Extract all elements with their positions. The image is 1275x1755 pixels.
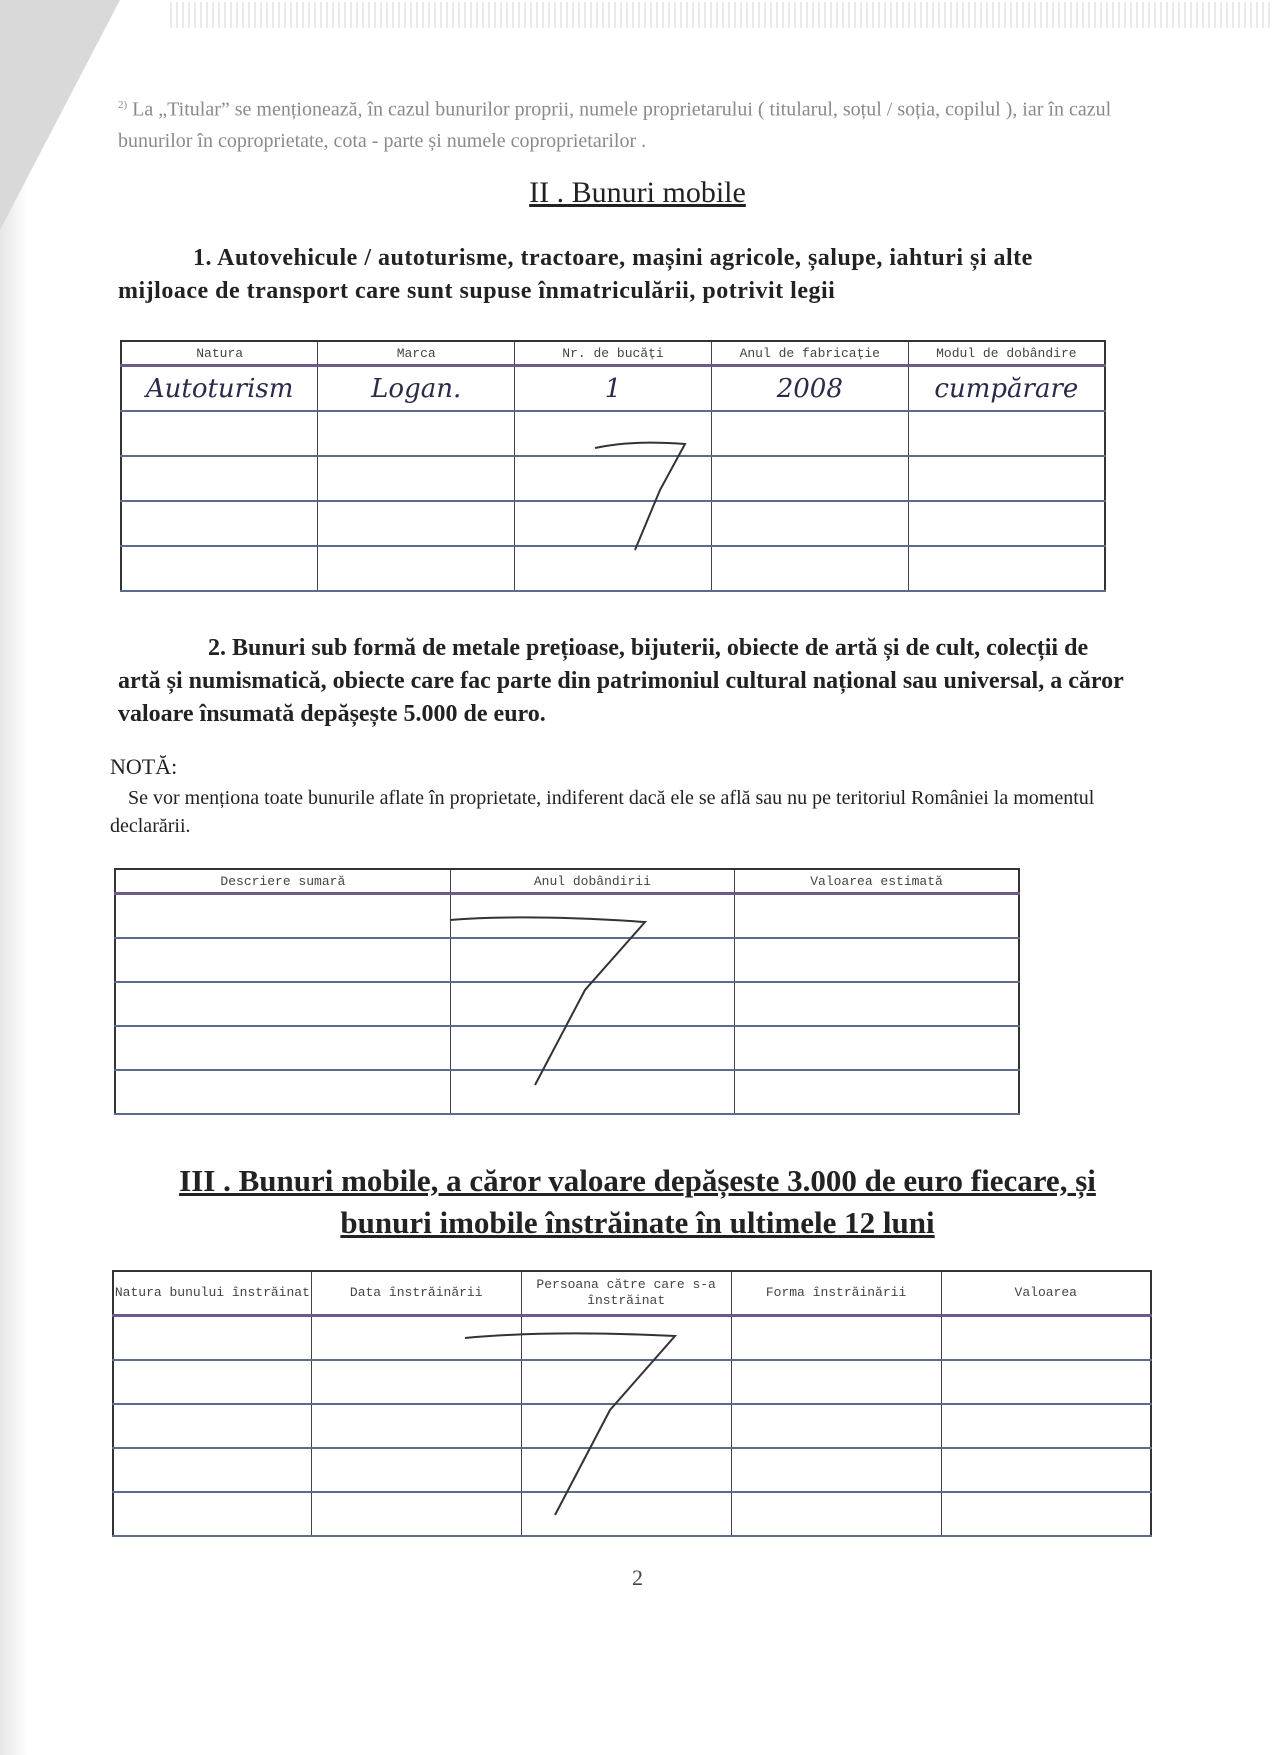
- col-anul-dobandirii: Anul dobândirii: [450, 869, 734, 894]
- table-header-row: [113, 1271, 1151, 1316]
- item-1-heading: 1. Autovehicule / autoturisme, tractoare, mașini agricole, șalupe, iahturi și alte mijloace de transport care sunt supuse înmatriculării, potrivit legii: [118, 245, 1033, 304]
- cell-anul: 2008: [711, 366, 908, 412]
- footnote-text: La „Titular” se menționează, în cazul bunurilor proprii, numele proprietarului ( titularul, soțul / soția, copilul ), iar în cazul bunurilor în coproprietate, cota - parte și numele coproprietarilor .: [118, 98, 1112, 152]
- table-row: [121, 501, 1105, 546]
- table-row: [115, 938, 1019, 982]
- cell-nr-bucati: 1: [515, 366, 712, 412]
- table-row: [113, 1360, 1151, 1404]
- col-marca: Marca: [318, 341, 515, 366]
- scan-edge: [0, 0, 28, 1755]
- footnote: [118, 90, 1118, 157]
- item-2-heading: 2. Bunuri sub formă de metale prețioase, bijuterii, obiecte de artă și de cult, colecții de artă și numismatică, obiecte care fac parte din patrimoniul cultural național sau universal, a căror valoare însumată depășește 5.000 de euro.: [118, 635, 1124, 727]
- table-row: [121, 411, 1105, 456]
- col-natura-bunului: Natura bunului înstrăinat: [113, 1271, 311, 1316]
- section-3-title: III . Bunuri mobile, a căror valoare depășeste 3.000 de euro fiecare, și bunuri imobile înstrăinate în ultimele 12 luni: [179, 1163, 1096, 1240]
- table-row: [113, 1448, 1151, 1492]
- table-row: [115, 1070, 1019, 1114]
- table-header-row: [121, 341, 1105, 366]
- table-row: [113, 1404, 1151, 1448]
- col-data-instrainarii: Data înstrăinării: [311, 1271, 521, 1316]
- cell-natura: Autoturism: [121, 366, 318, 412]
- col-valoarea-estimata: Valoarea estimată: [735, 869, 1019, 894]
- nota-text: Se vor menționa toate bunurile aflate în proprietate, indiferent dacă ele se află sau nu pe teritoriul României la momentul declarării.: [110, 787, 1095, 837]
- table-row: [113, 1316, 1151, 1361]
- scan-noise: [170, 2, 1270, 28]
- col-anul-fabricatie: Anul de fabricație: [711, 341, 908, 366]
- table-row: [121, 456, 1105, 501]
- col-descriere: Descriere sumară: [115, 869, 450, 894]
- col-persoana: Persoana către care s-a înstrăinat: [521, 1271, 731, 1316]
- cell-marca: Logan.: [318, 366, 515, 412]
- col-nr-bucati: Nr. de bucăți: [515, 341, 712, 366]
- table-row: [121, 366, 1105, 412]
- table-row: [121, 546, 1105, 591]
- col-valoarea: Valoarea: [941, 1271, 1151, 1316]
- col-natura: Natura: [121, 341, 318, 366]
- vehicles-table: [120, 340, 1106, 592]
- nota-label: NOTĂ:: [110, 754, 178, 779]
- table-row: [115, 982, 1019, 1026]
- footnote-marker: 2): [118, 99, 128, 111]
- table-row: [115, 894, 1019, 939]
- table-row: [113, 1492, 1151, 1536]
- alienated-assets-table: [112, 1270, 1152, 1537]
- table-row: [115, 1026, 1019, 1070]
- valuables-table: [114, 868, 1020, 1115]
- page-number: 2: [632, 1565, 643, 1590]
- table-header-row: [115, 869, 1019, 894]
- section-2-title: II . Bunuri mobile: [529, 176, 746, 209]
- cell-modul: cumpărare: [908, 366, 1105, 412]
- col-forma-instrainarii: Forma înstrăinării: [731, 1271, 941, 1316]
- col-modul-dobandire: Modul de dobândire: [908, 341, 1105, 366]
